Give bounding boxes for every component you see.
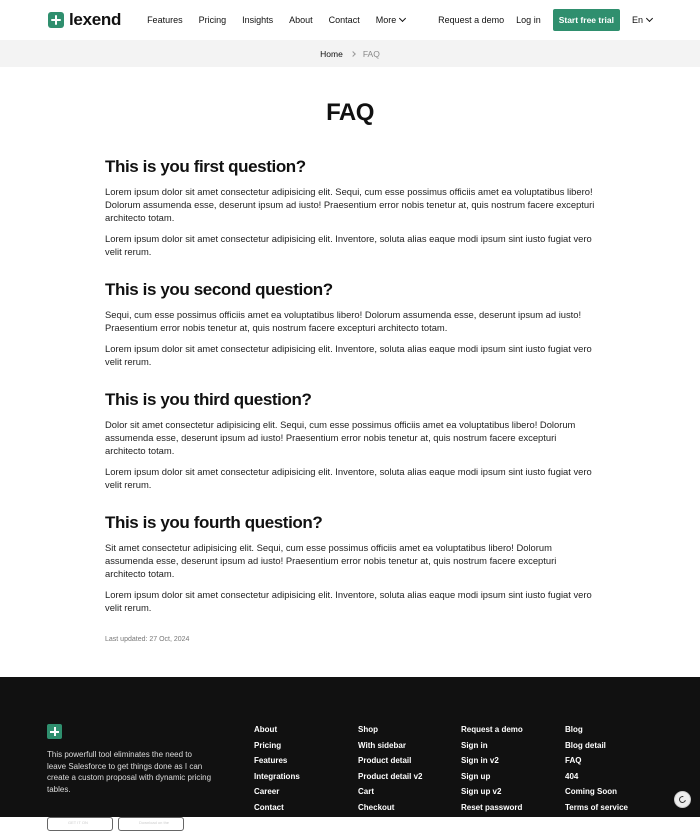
nav-insights[interactable]: Insights <box>242 15 274 25</box>
faq-item <box>105 513 595 614</box>
logo-icon <box>48 12 64 28</box>
footer-column-company <box>254 725 300 818</box>
faq-question: This is you fourth question? <box>105 513 323 532</box>
footer-link[interactable]: Pricing <box>254 740 282 750</box>
nav-contact[interactable]: Contact <box>328 15 360 25</box>
breadcrumb-current: FAQ <box>362 48 380 59</box>
faq-answer: Lorem ipsum dolor sit amet consectetur adipisicing elit. Inventore, soluta alias eaque modi ipsum sint iusto fugiat vero velit rerum. <box>105 343 592 367</box>
last-updated: Last updated: 27 Oct, 2024 <box>105 636 190 643</box>
faq-answer: Sequi, cum esse possimus officiis amet ea voluptatibus libero! Dolorum assumenda esse, deserunt ipsum ad iusto! Praesentium error nobis tenetur at, quis nostrum facere excepturi architecto totam. <box>105 309 582 333</box>
logo-icon[interactable] <box>47 724 62 739</box>
footer-link[interactable]: Career <box>254 787 280 796</box>
site-footer <box>0 677 700 825</box>
footer-link[interactable]: Shop <box>358 725 378 734</box>
footer-link[interactable]: Terms of service <box>565 802 628 812</box>
footer-link[interactable]: Integrations <box>254 771 300 781</box>
nav-pricing[interactable]: Pricing <box>198 15 227 25</box>
footer-link[interactable]: Reset password <box>461 802 523 812</box>
faq-question: This is you first question? <box>105 157 306 176</box>
footer-link[interactable]: Contact <box>254 802 284 812</box>
breadcrumb <box>0 40 700 67</box>
footer-link[interactable]: Product detail <box>358 756 412 765</box>
faq-item <box>105 280 595 368</box>
faq-question: This is you third question? <box>105 390 312 409</box>
footer-link[interactable]: Coming Soon <box>565 787 617 796</box>
faq-item <box>105 157 595 258</box>
faq-answer: Lorem ipsum dolor sit amet consectetur adipisicing elit. Inventore, soluta alias eaque modi ipsum sint iusto fugiat vero velit rerum. <box>105 589 592 613</box>
app-store-badges <box>47 817 212 831</box>
chevron-down-icon <box>399 15 406 22</box>
login-link[interactable]: Log in <box>516 15 541 25</box>
chevron-right-icon <box>350 51 356 57</box>
nav-more-label: More <box>375 15 397 25</box>
faq-answer: Lorem ipsum dolor sit amet consectetur adipisicing elit. Inventore, soluta alias eaque modi ipsum sint iusto fugiat vero velit rerum. <box>105 233 592 257</box>
footer-link[interactable]: About <box>254 725 278 734</box>
faq-answer: Dolor sit amet consectetur adipisicing elit. Sequi, cum esse possimus officiis amet ea voluptatibus libero! Dolorum assumenda esse, deserunt ipsum ad iusto! Praesentium error nobis tenetur at, quis nostrum facere excepturi architecto totam. <box>105 419 576 456</box>
request-demo-link[interactable]: Request a demo <box>438 15 505 25</box>
footer-column-pages <box>565 725 628 818</box>
footer-link[interactable]: Sign up v2 <box>461 787 502 796</box>
language-label: En <box>631 15 643 25</box>
footer-link[interactable]: FAQ <box>565 756 582 765</box>
footer-link[interactable]: Sign up <box>461 771 491 781</box>
footer-link[interactable]: With sidebar <box>358 740 406 750</box>
moon-icon <box>678 795 688 805</box>
footer-link[interactable]: Product detail v2 <box>358 771 423 781</box>
faq-answer: Lorem ipsum dolor sit amet consectetur adipisicing elit. Sequi, cum esse possimus officiis amet ea voluptatibus libero! Dolorum assumenda esse, deserunt ipsum ad iusto! Praesentium error nobis tenetur at, quis nostrum facere excepturi architecto totam. <box>105 186 595 223</box>
nav-more-dropdown[interactable] <box>376 15 406 25</box>
footer-description: This powerfull tool eliminates the need to leave Salesforce to get things done as I can create a custom proposal with dynamic pricing tables. <box>47 750 212 794</box>
faq-question: This is you second question? <box>105 280 333 299</box>
footer-column-shop <box>358 725 422 818</box>
google-play-badge[interactable]: ▶ GET IT ON <box>47 817 113 831</box>
nav-about[interactable]: About <box>289 15 313 25</box>
app-store-badge[interactable]: ▶ Download on the <box>118 817 184 831</box>
footer-link[interactable]: 404 <box>565 771 579 781</box>
faq-list <box>0 157 700 614</box>
start-trial-button[interactable]: Start free trial <box>553 9 620 31</box>
logo[interactable] <box>48 10 121 30</box>
footer-link[interactable]: Cart <box>358 787 375 796</box>
faq-item <box>105 390 595 491</box>
main-nav <box>147 15 405 25</box>
logo-text: lexend <box>69 10 122 29</box>
footer-brand <box>47 724 212 831</box>
footer-link[interactable]: Blog detail <box>565 740 606 750</box>
language-select[interactable] <box>632 15 652 25</box>
faq-answer: Lorem ipsum dolor sit amet consectetur adipisicing elit. Inventore, soluta alias eaque modi ipsum sint iusto fugiat vero velit rerum. <box>105 466 592 490</box>
footer-link[interactable]: Features <box>254 756 288 765</box>
footer-link[interactable]: Request a demo <box>461 725 523 734</box>
dark-mode-toggle[interactable] <box>674 791 691 808</box>
footer-link[interactable]: Sign in <box>461 740 488 750</box>
footer-link[interactable]: Checkout <box>358 802 395 812</box>
footer-column-account <box>461 725 523 818</box>
faq-answer: Sit amet consectetur adipisicing elit. Sequi, cum esse possimus officiis amet ea voluptatibus libero! Dolorum assumenda esse, deserunt ipsum ad iusto! Praesentium error nobis tenetur at, quis nostrum facere excepturi architecto totam. <box>105 542 557 579</box>
header-actions <box>438 9 652 31</box>
footer-link[interactable]: Blog <box>565 725 583 734</box>
site-header <box>0 0 700 40</box>
nav-features[interactable]: Features <box>147 15 183 25</box>
chevron-down-icon <box>646 15 653 22</box>
page-title: FAQ <box>326 99 374 126</box>
breadcrumb-home[interactable]: Home <box>320 48 343 59</box>
footer-link[interactable]: Sign in v2 <box>461 756 499 765</box>
